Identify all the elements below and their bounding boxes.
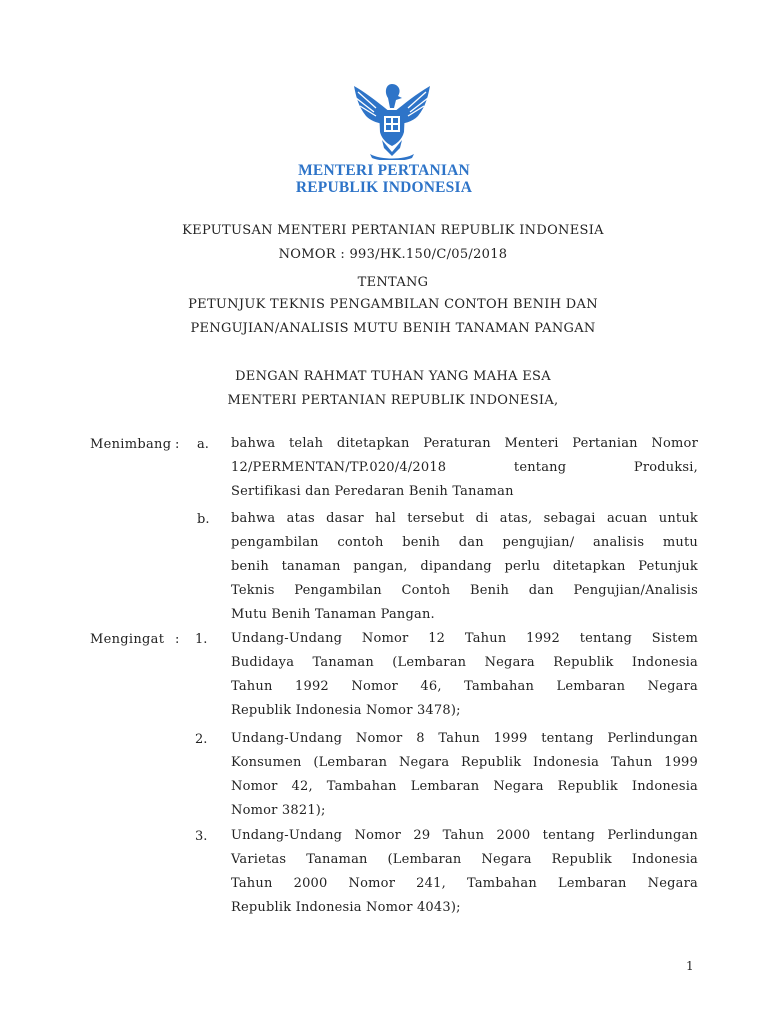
decree-subject-line-2: PENGUJIAN/ANALISIS MUTU BENIH TANAMAN PANGAN [190, 321, 596, 336]
decree-title: KEPUTUSAN MENTERI PERTANIAN REPUBLIK INDONESIA [182, 223, 604, 238]
decree-number: NOMOR : 993/HK.150/C/05/2018 [278, 247, 508, 262]
ministry-country: REPUBLIK INDONESIA [295, 179, 473, 196]
mengingat-item-1 [231, 627, 698, 723]
page-number: 1 [686, 959, 694, 973]
item-marker: 3. [195, 829, 208, 844]
about-label: TENTANG [357, 275, 429, 290]
mengingat-label: Mengingat [90, 632, 165, 647]
text-line: 12/PERMENTAN/TP.020/4/2018 tentang Produksi, [231, 460, 698, 475]
text-line: bahwa atas dasar hal tersebut di atas, sebagai acuan untuk [231, 511, 698, 526]
text-line: benih tanaman pangan, dipandang perlu ditetapkan Petunjuk [231, 559, 698, 574]
issuer: MENTERI PERTANIAN REPUBLIK INDONESIA, [227, 393, 559, 408]
text-line: bahwa telah ditetapkan Peraturan Menteri Pertanian Nomor [231, 436, 698, 451]
text-line: Tahun 2000 Nomor 241, Tambahan Lembaran Negara [231, 876, 698, 891]
mengingat-item-2 [231, 727, 698, 823]
item-marker: 1. [195, 632, 208, 647]
text-line: Republik Indonesia Nomor 4043); [231, 900, 461, 915]
invocation: DENGAN RAHMAT TUHAN YANG MAHA ESA [235, 369, 551, 384]
menimbang-colon: : [175, 437, 180, 452]
text-line: Nomor 42, Tambahan Lembaran Negara Republik Indonesia [231, 779, 698, 794]
menimbang-item-b [231, 507, 698, 627]
text-line: Undang-Undang Nomor 8 Tahun 1999 tentang Perlindungan [231, 731, 698, 746]
menimbang-item-a [231, 432, 698, 504]
text-line: pengambilan contoh benih dan pengujian/ analisis mutu [231, 535, 698, 550]
mengingat-colon: : [175, 632, 180, 647]
ministry-name: MENTERI PERTANIAN [298, 162, 470, 179]
garuda-emblem-icon [346, 78, 438, 160]
text-line: Tahun 1992 Nomor 46, Tambahan Lembaran Negara [231, 679, 698, 694]
text-line: Nomor 3821); [231, 803, 326, 818]
text-line: Sertifikasi dan Peredaran Benih Tanaman [231, 484, 514, 499]
text-line: Konsumen (Lembaran Negara Republik Indonesia Tahun 1999 [231, 755, 698, 770]
text-line: Varietas Tanaman (Lembaran Negara Republik Indonesia [231, 852, 698, 867]
decree-subject-line-1: PETUNJUK TEKNIS PENGAMBILAN CONTOH BENIH DAN [188, 297, 598, 312]
text-line: Mutu Benih Tanaman Pangan. [231, 607, 435, 622]
item-marker: b. [197, 512, 210, 527]
mengingat-item-3 [231, 824, 698, 920]
text-line: Undang-Undang Nomor 29 Tahun 2000 tentang Perlindungan [231, 828, 698, 843]
text-line: Undang-Undang Nomor 12 Tahun 1992 tentang Sistem [231, 631, 698, 646]
item-marker: 2. [195, 732, 208, 747]
item-marker: a. [197, 437, 209, 452]
text-line: Republik Indonesia Nomor 3478); [231, 703, 461, 718]
menimbang-label: Menimbang [90, 437, 172, 452]
text-line: Budidaya Tanaman (Lembaran Negara Republik Indonesia [231, 655, 698, 670]
text-line: Teknis Pengambilan Contoh Benih dan Pengujian/Analisis [231, 583, 698, 598]
